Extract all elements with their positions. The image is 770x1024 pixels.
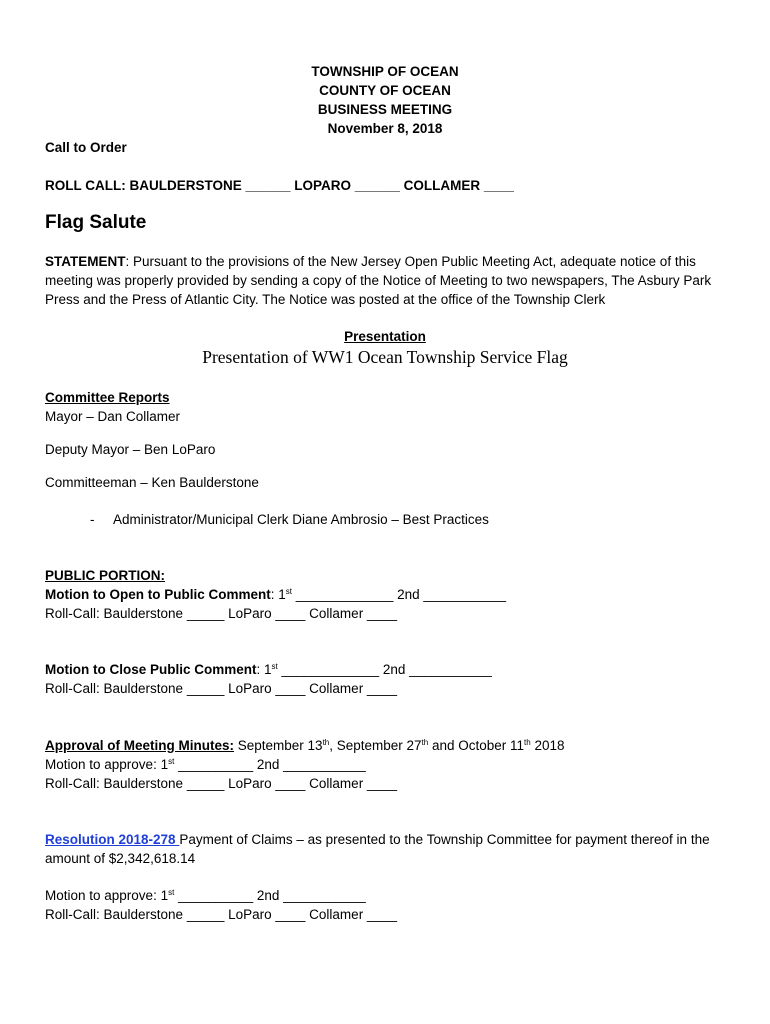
minutes-date-a: September 13: [234, 738, 323, 753]
public-portion-heading: PUBLIC PORTION:: [45, 568, 165, 583]
resolution-motion-sup: st: [168, 888, 175, 897]
motion-open-sup: st: [285, 587, 292, 596]
resolution-roll-call: Roll-Call: Baulderstone _____ LoParo ____ Collamer ____: [45, 907, 397, 922]
minutes-roll-call: Roll-Call: Baulderstone _____ LoParo ____ Collamer ____: [45, 776, 397, 791]
motion-close-label: Motion to Close Public Comment: [45, 662, 257, 677]
statement-label: STATEMENT: [45, 254, 126, 269]
committee-administrator: Administrator/Municipal Clerk Diane Ambrosio – Best Practices: [113, 512, 489, 527]
call-to-order: Call to Order: [45, 140, 127, 155]
close-roll-call: Roll-Call: Baulderstone _____ LoParo ____ Collamer ____: [45, 681, 397, 696]
committee-deputy-mayor: Deputy Mayor – Ben LoParo: [45, 442, 216, 457]
minutes-sup-3: th: [524, 738, 531, 747]
header-county: COUNTY OF OCEAN: [319, 83, 451, 98]
approval-minutes: [45, 738, 565, 753]
motion-close-seconder-b: _____________ 2nd ___________: [277, 662, 492, 677]
header-township: TOWNSHIP OF OCEAN: [311, 64, 459, 79]
minutes-date-d: 2018: [530, 738, 565, 753]
minutes-motion-sup: st: [168, 757, 175, 766]
minutes-sup-2: th: [421, 738, 429, 747]
motion-open-label: Motion to Open to Public Comment: [45, 587, 271, 602]
resolution-link[interactable]: Resolution 2018-278: [45, 832, 180, 847]
committee-committeeman: Committeeman – Ken Baulderstone: [45, 475, 259, 490]
list-dash: -: [90, 512, 95, 527]
motion-close-sup: st: [271, 662, 278, 671]
minutes-motion-b: __________ 2nd ___________: [174, 757, 366, 772]
resolution-paragraph: [45, 830, 725, 868]
header-date: November 8, 2018: [327, 121, 443, 136]
motion-open-public-comment: [45, 587, 506, 602]
motion-close-public-comment: [45, 662, 492, 677]
presentation-heading: Presentation: [344, 329, 426, 344]
flag-salute-heading: Flag Salute: [45, 212, 147, 233]
minutes-date-c: and October 11: [428, 738, 525, 753]
approval-minutes-label: Approval of Meeting Minutes:: [45, 738, 234, 753]
resolution-motion-a: Motion to approve: 1: [45, 888, 169, 903]
roll-call: ROLL CALL: BAULDERSTONE ______ LOPARO ______ COLLAMER ____: [45, 178, 514, 193]
minutes-date-b: , September 27: [329, 738, 422, 753]
open-roll-call: Roll-Call: Baulderstone _____ LoParo ____ Collamer ____: [45, 606, 397, 621]
presentation-title: Presentation of WW1 Ocean Township Service Flag: [202, 347, 568, 367]
motion-close-seconder-a: : 1: [256, 662, 272, 677]
resolution-text: Payment of Claims – as presented to the Township Committee for payment thereof in the amount of $2,342,618.14: [45, 832, 710, 866]
committee-mayor: Mayor – Dan Collamer: [45, 409, 181, 424]
statement-paragraph: [45, 252, 725, 309]
minutes-motion-a: Motion to approve: 1: [45, 757, 169, 772]
resolution-motion: [45, 888, 366, 903]
minutes-motion: [45, 757, 366, 772]
committee-reports-heading: Committee Reports: [45, 390, 170, 405]
resolution-motion-b: __________ 2nd ___________: [174, 888, 366, 903]
statement-text: : Pursuant to the provisions of the New Jersey Open Public Meeting Act, adequate notice of this meeting was properly provided by sending a copy of the Notice of Meeting to two newspapers, The Asbury Park Press and the Press of Atlantic City. The Notice was posted at the office of the Township Clerk: [45, 254, 712, 307]
header-meeting-type: BUSINESS MEETING: [317, 102, 453, 117]
motion-open-seconder-a: : 1: [270, 587, 286, 602]
minutes-sup-1: th: [322, 738, 330, 747]
motion-open-seconder-b: _____________ 2nd ___________: [291, 587, 506, 602]
